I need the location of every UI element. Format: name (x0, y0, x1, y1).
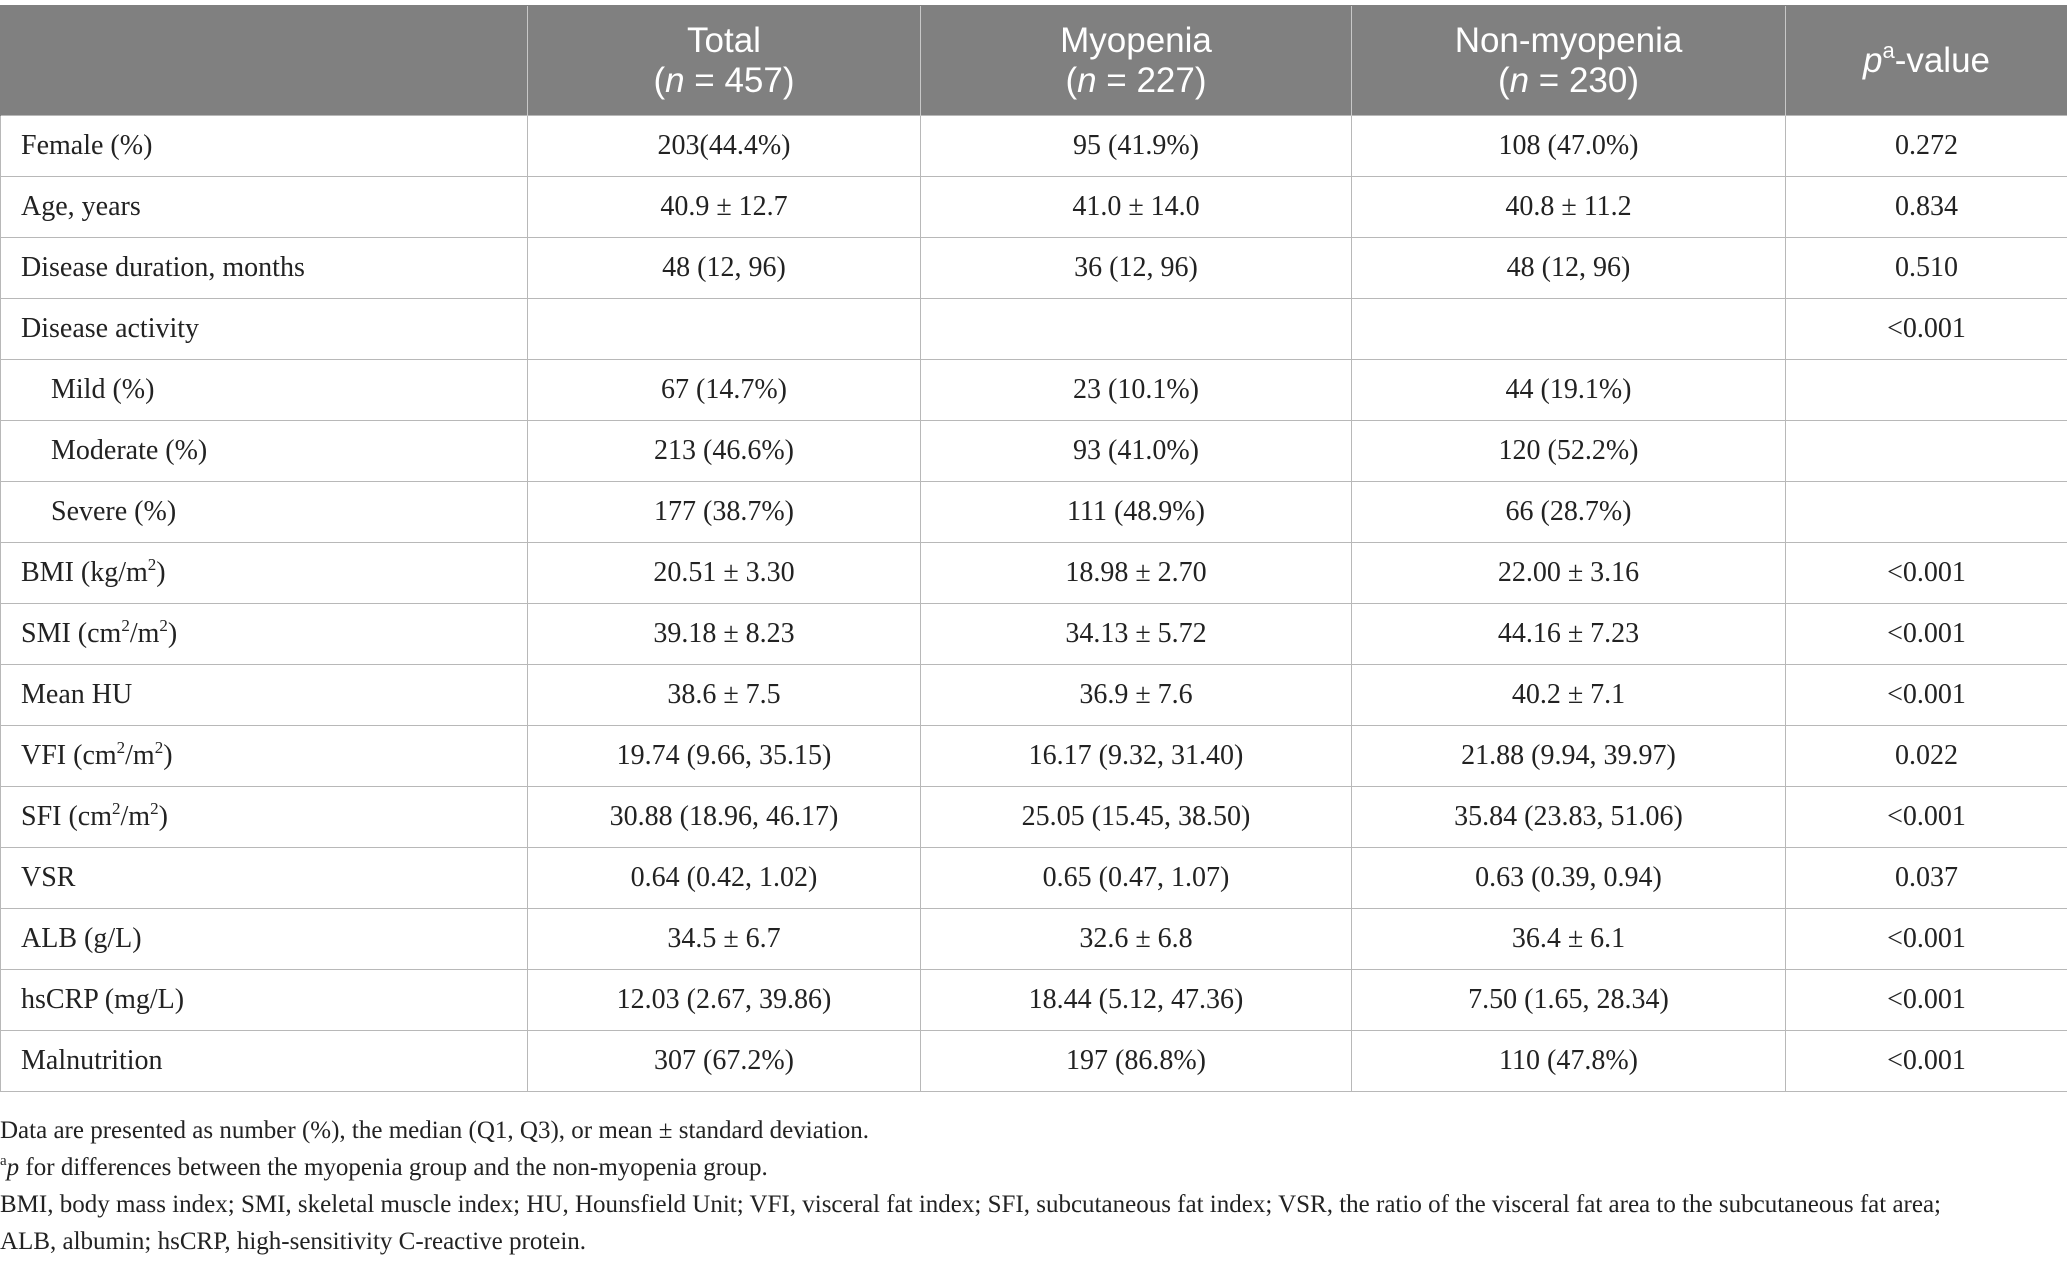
cell-pvalue: <0.001 (1786, 787, 2067, 848)
footnote-abbreviations-cont: ALB, albumin; hsCRP, high-sensitivity C-reactive protein. (0, 1228, 587, 1255)
row-label-text-end: ) (167, 618, 178, 649)
cell-non-myopenia: 0.63 (0.39, 0.94) (1352, 848, 1786, 909)
cell-pvalue: 0.510 (1786, 238, 2067, 299)
row-label: Disease activity (1, 299, 528, 360)
header-total-n-eq: = 457 (684, 60, 783, 100)
cell-non-myopenia: 40.8 ± 11.2 (1352, 177, 1786, 238)
header-pvalue-rest: -value (1894, 40, 1991, 80)
cell-myopenia: 23 (10.1%) (921, 360, 1352, 421)
cell-total: 30.88 (18.96, 46.17) (528, 787, 921, 848)
row-label-text-end: ) (163, 740, 173, 771)
cell-non-myopenia: 22.00 ± 3.16 (1352, 543, 1786, 604)
cell-pvalue (1786, 421, 2067, 482)
data-table-container (0, 5, 2067, 1092)
cell-pvalue: <0.001 (1786, 909, 2067, 970)
cell-total (528, 299, 921, 360)
row-label: ALB (g/L) (1, 909, 528, 970)
cell-pvalue (1786, 360, 2067, 421)
row-label: Malnutrition (1, 1031, 528, 1092)
cell-pvalue: <0.001 (1786, 604, 2067, 665)
row-label: Mean HU (1, 665, 528, 726)
header-cell-total (528, 6, 921, 116)
row-label-text-end: ) (156, 557, 166, 588)
table-row (1, 421, 2067, 482)
row-label-text-mid: /m (129, 618, 160, 649)
header-row (1, 6, 2067, 116)
cell-total: 307 (67.2%) (528, 1031, 921, 1092)
cell-myopenia: 93 (41.0%) (921, 421, 1352, 482)
row-label-text-mid: /m (125, 740, 155, 771)
row-label-text-end: ) (158, 801, 168, 832)
cell-myopenia: 197 (86.8%) (921, 1031, 1352, 1092)
header-total-label: Total (687, 20, 761, 60)
cell-total: 67 (14.7%) (528, 360, 921, 421)
header-cell-non-myopenia (1352, 6, 1786, 116)
cell-pvalue: <0.001 (1786, 665, 2067, 726)
table-footnotes (0, 1112, 2067, 1260)
cell-pvalue (1786, 482, 2067, 543)
cell-total: 40.9 ± 12.7 (528, 177, 921, 238)
row-label-sup2: 2 (154, 738, 164, 757)
table-row (1, 787, 2067, 848)
cell-non-myopenia (1352, 299, 1786, 360)
cell-pvalue: 0.037 (1786, 848, 2067, 909)
cell-non-myopenia: 120 (52.2%) (1352, 421, 1786, 482)
cell-myopenia: 25.05 (15.45, 38.50) (921, 787, 1352, 848)
table-row (1, 909, 2067, 970)
row-label: Mild (%) (1, 360, 528, 421)
table-row (1, 848, 2067, 909)
table-header (1, 6, 2067, 116)
row-label (1, 787, 528, 848)
header-non-myopenia-n-eq: = 230 (1529, 60, 1628, 100)
cell-total: 34.5 ± 6.7 (528, 909, 921, 970)
cell-total: 39.18 ± 8.23 (528, 604, 921, 665)
cell-non-myopenia: 35.84 (23.83, 51.06) (1352, 787, 1786, 848)
cell-pvalue: 0.834 (1786, 177, 2067, 238)
header-myopenia-n: (n = 227) (1065, 60, 1207, 100)
header-pvalue-sup: a (1882, 37, 1895, 63)
header-myopenia-n-var: n (1077, 60, 1097, 100)
cell-total: 177 (38.7%) (528, 482, 921, 543)
row-label: Severe (%) (1, 482, 528, 543)
table-body (1, 116, 2067, 1092)
cell-pvalue: <0.001 (1786, 970, 2067, 1031)
row-label-sup: 2 (121, 616, 130, 635)
cell-myopenia: 18.44 (5.12, 47.36) (921, 970, 1352, 1031)
cell-pvalue: <0.001 (1786, 299, 2067, 360)
cell-total: 203(44.4%) (528, 116, 921, 177)
cell-myopenia: 16.17 (9.32, 31.40) (921, 726, 1352, 787)
cell-total: 12.03 (2.67, 39.86) (528, 970, 921, 1031)
footnote-pvalue-sup: a (0, 1153, 7, 1169)
row-label (1, 726, 528, 787)
cell-non-myopenia: 40.2 ± 7.1 (1352, 665, 1786, 726)
row-label-sup2: 2 (150, 799, 159, 818)
cell-non-myopenia: 110 (47.8%) (1352, 1031, 1786, 1092)
cell-non-myopenia: 108 (47.0%) (1352, 116, 1786, 177)
table-row (1, 970, 2067, 1031)
row-label: Age, years (1, 177, 528, 238)
header-myopenia-n-eq: = 227 (1096, 60, 1195, 100)
characteristics-table (0, 5, 2067, 1092)
cell-myopenia: 36.9 ± 7.6 (921, 665, 1352, 726)
row-label-sup: 2 (147, 555, 157, 574)
row-label-sup: 2 (116, 738, 126, 757)
table-row (1, 726, 2067, 787)
table-row (1, 116, 2067, 177)
footnote-data-presentation: Data are presented as number (%), the median (Q1, Q3), or mean ± standard deviation. (0, 1117, 869, 1144)
footnote-abbreviations: BMI, body mass index; SMI, skeletal muscle index; HU, Hounsfield Unit; VFI, visceral fat index; SFI, subcutaneous fat index; VSR, the ratio of the visceral fat area to the subcutaneous fat area; (0, 1191, 1942, 1218)
cell-myopenia: 32.6 ± 6.8 (921, 909, 1352, 970)
row-label-text: SFI (cm (21, 801, 112, 832)
footnote-pvalue (0, 1149, 2067, 1186)
cell-total: 0.64 (0.42, 1.02) (528, 848, 921, 909)
table-row (1, 299, 2067, 360)
cell-pvalue: 0.272 (1786, 116, 2067, 177)
cell-pvalue: 0.022 (1786, 726, 2067, 787)
header-total-n-var: n (665, 60, 685, 100)
cell-myopenia (921, 299, 1352, 360)
cell-myopenia: 0.65 (0.47, 1.07) (921, 848, 1352, 909)
row-label-text: VFI (cm (21, 740, 117, 771)
row-label-text: SMI (cm (21, 618, 122, 649)
cell-myopenia: 36 (12, 96) (921, 238, 1352, 299)
row-label: Moderate (%) (1, 421, 528, 482)
cell-myopenia: 34.13 ± 5.72 (921, 604, 1352, 665)
cell-non-myopenia: 36.4 ± 6.1 (1352, 909, 1786, 970)
row-label-sup: 2 (112, 799, 121, 818)
row-label-text: BMI (kg/m (21, 557, 148, 588)
header-non-myopenia-label: Non-myopenia (1454, 20, 1683, 60)
header-cell-myopenia (921, 6, 1352, 116)
header-myopenia-label: Myopenia (1060, 20, 1212, 60)
cell-pvalue: <0.001 (1786, 1031, 2067, 1092)
row-label: VSR (1, 848, 528, 909)
header-cell-variable (1, 6, 528, 116)
table-row (1, 238, 2067, 299)
cell-total: 19.74 (9.66, 35.15) (528, 726, 921, 787)
table-row (1, 1031, 2067, 1092)
cell-myopenia: 18.98 ± 2.70 (921, 543, 1352, 604)
row-label: Female (%) (1, 116, 528, 177)
header-non-myopenia-n-var: n (1509, 60, 1530, 100)
table-row (1, 604, 2067, 665)
cell-total: 213 (46.6%) (528, 421, 921, 482)
cell-total: 38.6 ± 7.5 (528, 665, 921, 726)
header-non-myopenia-n: (n = 230) (1497, 60, 1640, 100)
cell-non-myopenia: 7.50 (1.65, 28.34) (1352, 970, 1786, 1031)
footnote-pvalue-text: for differences between the myopenia group and the non-myopenia group. (19, 1154, 768, 1181)
cell-non-myopenia: 44.16 ± 7.23 (1352, 604, 1786, 665)
table-row (1, 482, 2067, 543)
cell-myopenia: 111 (48.9%) (921, 482, 1352, 543)
table-row (1, 177, 2067, 238)
row-label-sup2: 2 (159, 616, 168, 635)
cell-non-myopenia: 21.88 (9.94, 39.97) (1352, 726, 1786, 787)
header-cell-pvalue (1786, 6, 2067, 116)
table-row (1, 665, 2067, 726)
table-row (1, 543, 2067, 604)
table-row (1, 360, 2067, 421)
cell-total: 48 (12, 96) (528, 238, 921, 299)
row-label-text-mid: /m (120, 801, 151, 832)
cell-non-myopenia: 48 (12, 96) (1352, 238, 1786, 299)
header-pvalue-var: p (1862, 40, 1883, 80)
cell-myopenia: 95 (41.9%) (921, 116, 1352, 177)
row-label (1, 543, 528, 604)
header-total-n: (n = 457) (653, 60, 795, 100)
cell-non-myopenia: 66 (28.7%) (1352, 482, 1786, 543)
row-label: Disease duration, months (1, 238, 528, 299)
cell-total: 20.51 ± 3.30 (528, 543, 921, 604)
cell-pvalue: <0.001 (1786, 543, 2067, 604)
row-label (1, 604, 528, 665)
footnote-pvalue-var: p (6, 1154, 20, 1181)
cell-myopenia: 41.0 ± 14.0 (921, 177, 1352, 238)
cell-non-myopenia: 44 (19.1%) (1352, 360, 1786, 421)
row-label: hsCRP (mg/L) (1, 970, 528, 1031)
